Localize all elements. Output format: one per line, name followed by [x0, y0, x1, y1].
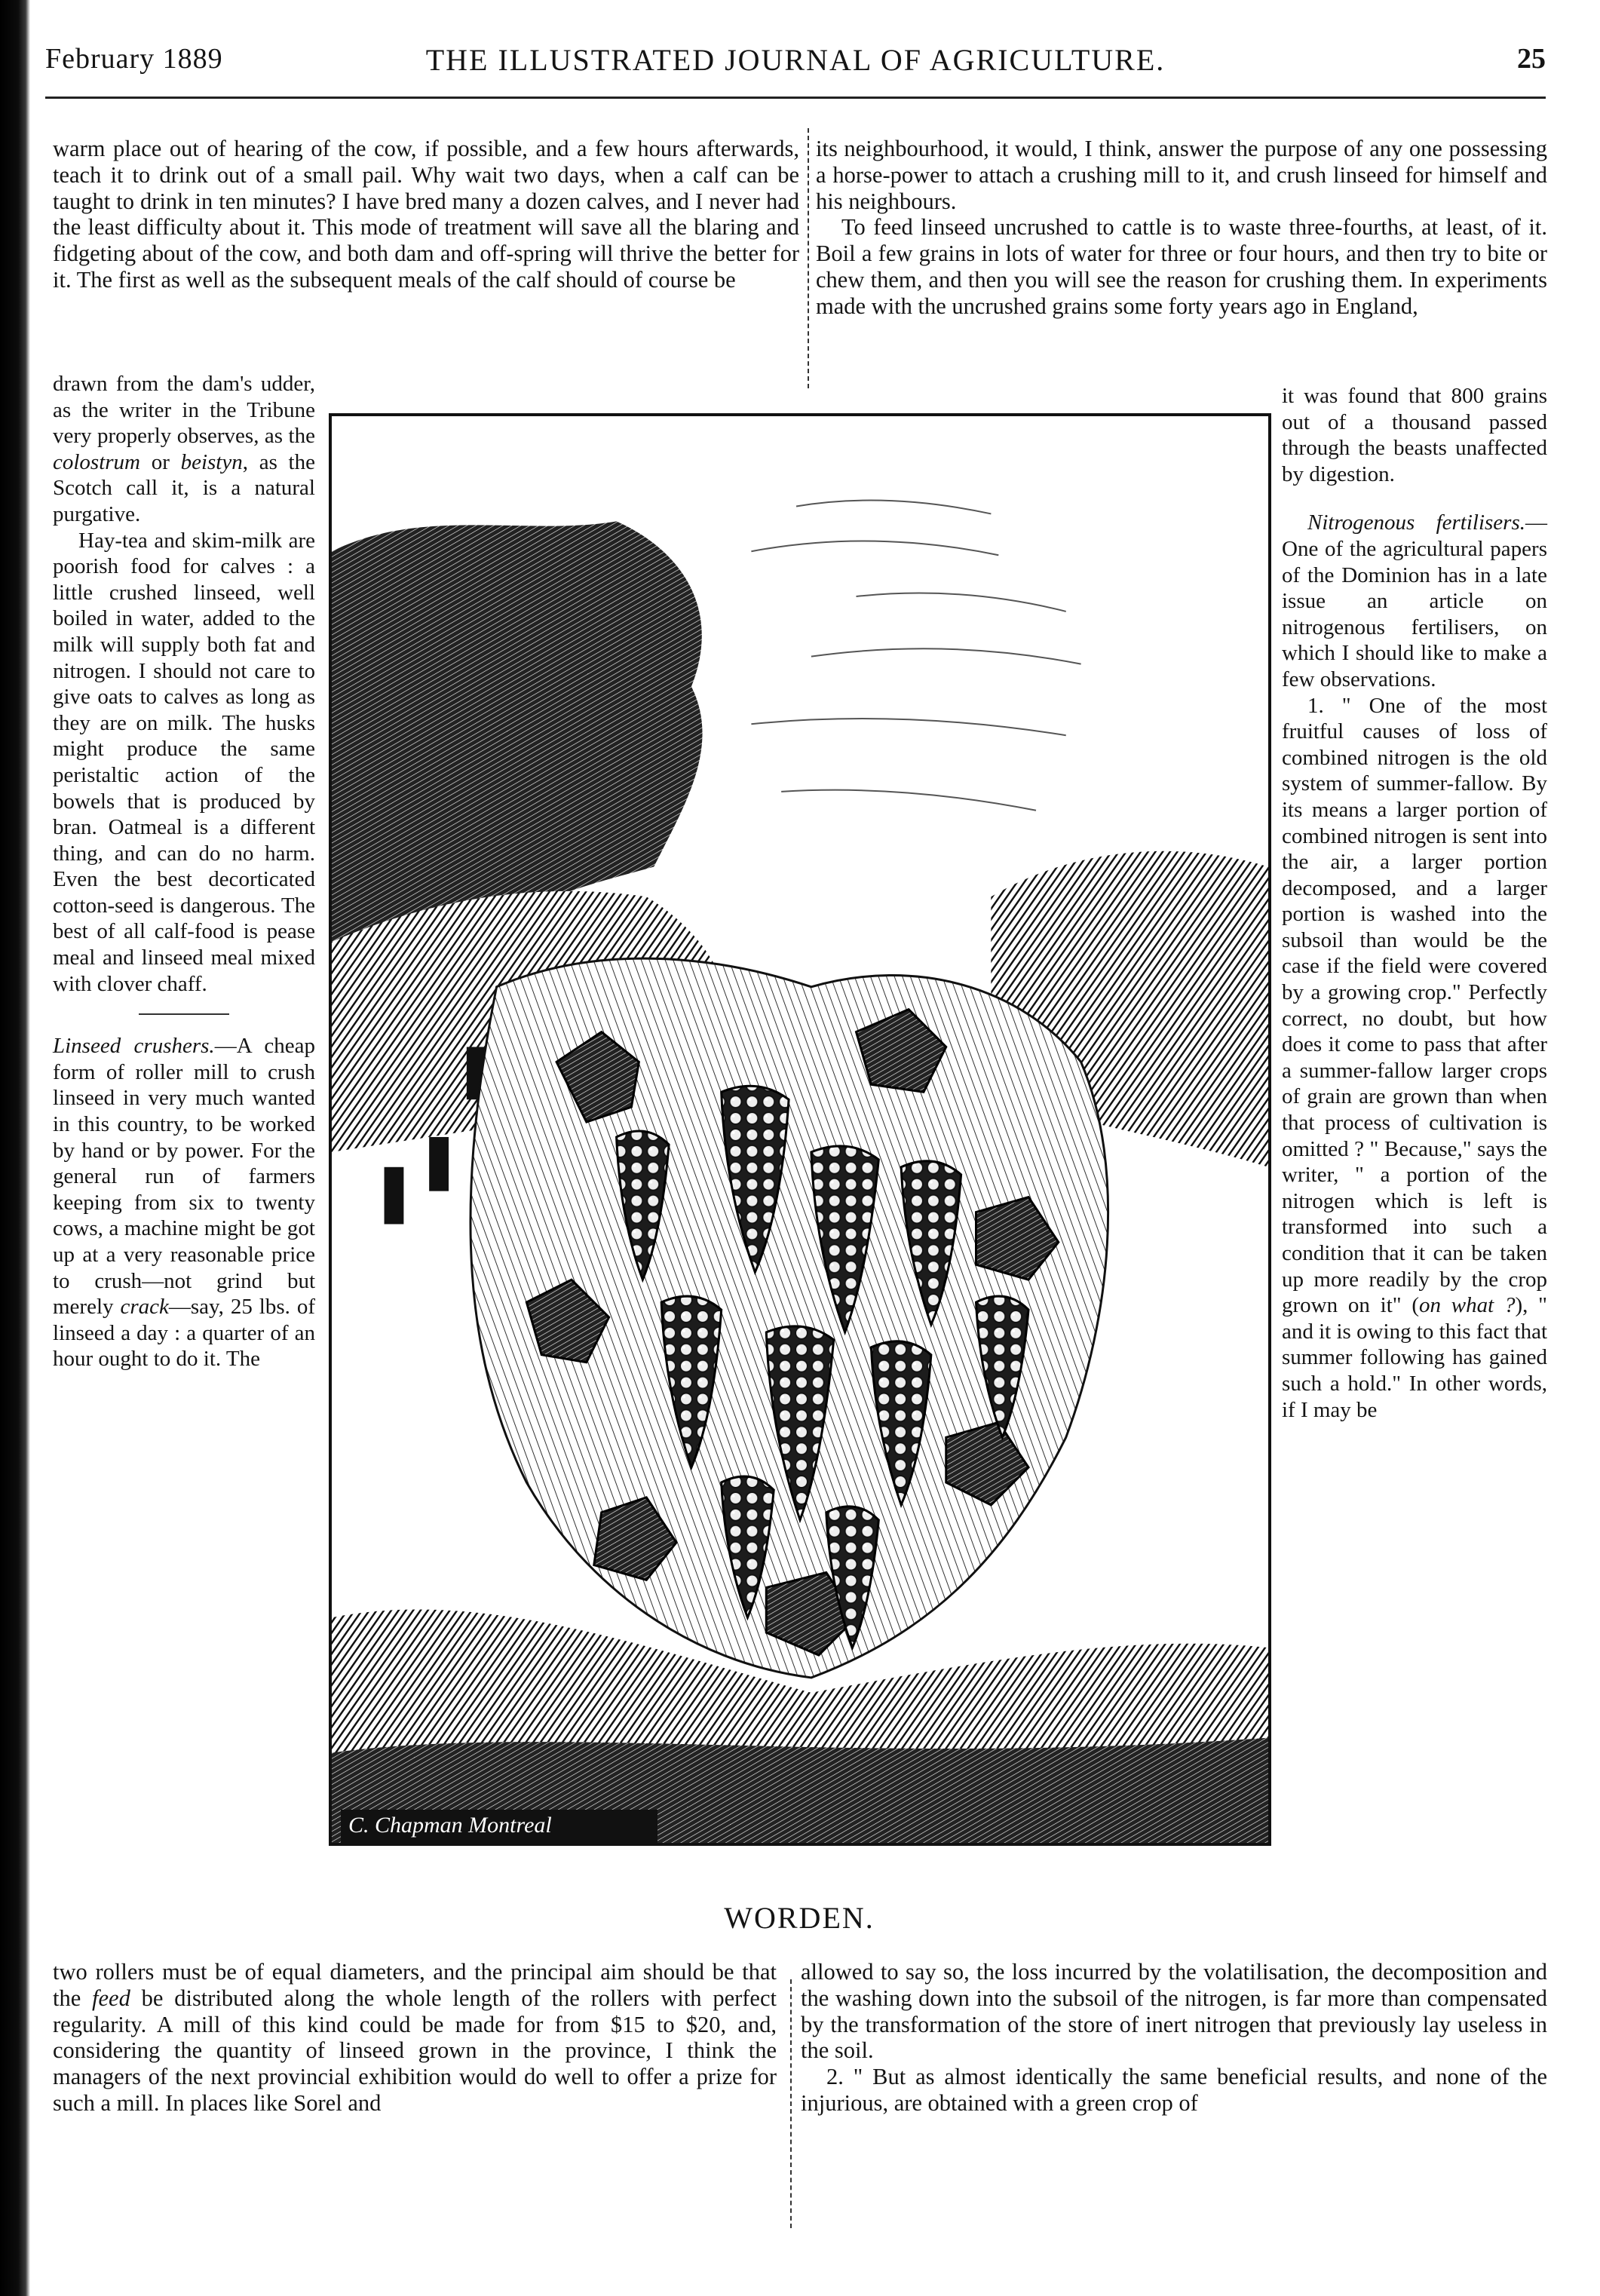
paragraph: To feed linseed uncrushed to cattle is to waste three-fourths, at least, of it. Boil a few grains in lots of water for three or four hours, and then try to bite or chew them, and then you will see the reason for crushing them. In experiments made with the uncrushed grains some forty years ago in England, — [816, 214, 1547, 319]
section-divider — [139, 1013, 229, 1015]
right-narrow-column — [1282, 383, 1547, 1423]
italic-term: crack — [120, 1295, 169, 1320]
text-run: be distributed along the whole length of the rollers with perfect regularity. A mill of this kind could be made for from $15 to $20, and, considering the quantity of linseed grown in the province, I think the managers of the next provincial exhibition would do well to offer a prize for such a mill. In places like Sorel and — [53, 1985, 777, 2116]
paragraph: allowed to say so, the loss incurred by the volatilisation, the decomposition and the washing down into the subsoil of the nitrogen, is far more than compensated by the transformation of the store of inert nitrogen that previously lay useless in the soil. — [801, 1959, 1547, 2064]
text-run: —say, 25 lbs. of linseed a day : a quarter of an hour ought to do it. The — [53, 1295, 315, 1372]
paragraph: Hay-tea and skim-milk are poorish food for calves : a little crushed linseed, well boiled in water, added to the milk will supply both fat and nitrogen. I should not care to give oats to calves as long as they are on milk. The husks might produce the same peristaltic action of the bowels that is produced by bran. Oatmeal is a different thing, and can do no harm. Even the best decorticated cotton-seed is dangerous. The best of all calf-food is pease meal and linseed meal mixed with clover chaff. — [53, 528, 315, 996]
grape-vine-illustration — [332, 416, 1268, 1843]
section-heading-linseed: Linseed crushers. — [53, 1034, 215, 1059]
section-heading-nitrogenous: Nitrogenous fertilisers. — [1307, 510, 1525, 535]
page-number: 25 — [1517, 43, 1546, 75]
journal-title: THE ILLUSTRATED JOURNAL OF AGRICULTURE. — [425, 43, 1166, 77]
paragraph — [53, 1959, 777, 2117]
text-run: two rollers must be of equal diameters, and the principal aim should be that the — [53, 1959, 777, 2011]
text-run: —A cheap form of roller mill to crush linseed in very much wanted in this country, to be worked by hand or by power. For the general run of farmers keeping from six to twenty cows, a machine might be got up at a very reasonable price to crush—not grind but merely — [53, 1034, 315, 1320]
italic-term: colostrum — [53, 449, 140, 474]
column-separator-bottom — [790, 1979, 792, 2228]
paragraph: warm place out of hearing of the cow, if possible, and a few hours afterwards, teach it to drink out of a small pail. Why wait two days, when a calf can be taught to drink in ten minutes? I have bred many a dozen calves, and I never had the least difficulty about it. This mode of treatment will save all the blaring and fidgeting about of the cow, and both dam and off-spring will thrive the better for it. The first as well as the subsequent meals of the calf should of course be — [53, 136, 799, 293]
left-column-top — [53, 136, 799, 293]
text-run: or — [140, 449, 181, 474]
paragraph — [1282, 510, 1547, 692]
text-run: , as the Scotch call it, is a natural purgative. — [53, 449, 315, 526]
right-column-bottom — [801, 1959, 1547, 2117]
paragraph: its neighbourhood, it would, I think, answer the purpose of any one possessing a horse-power to attach a crushing mill to it, and crush linseed for himself and his neighbours. — [816, 136, 1547, 214]
italic-term: beistyn — [180, 449, 243, 474]
paragraph: it was found that 800 grains out of a thousand passed through the beasts unaffected by digestion. — [1282, 384, 1547, 486]
text-run: —One of the agricultural papers of the Dominion has in a late issue an article on nitrogenous fertilisers, on which I should like to make a few observations. — [1282, 510, 1547, 691]
paragraph — [53, 1033, 315, 1372]
right-column-top — [816, 136, 1547, 320]
header-date: February 1889 — [45, 43, 223, 75]
italic-term: feed — [92, 1985, 130, 2011]
engraver-signature: C. Chapman Montreal — [341, 1810, 657, 1843]
text-run: ), " and it is owing to this fact that summer following has gained such a hold." In other words, if I may be — [1282, 1293, 1548, 1422]
text-run: 1. " One of the most fruitful causes of loss of combined nitrogen is the old system of summer-fallow. By its means a larger portion of combined nitrogen is sent into the air, a larger portion decomposed, and a larger portion is washed into the subsoil than would be the case if the field were covered by a growing crop." Perfectly correct, no doubt, but how does it come to pass that after a summer-fallow larger crops of grain are grown than when that process of cultivation is omitted ? " Because," says the writer, " a portion of the nitrogen which is left is transformed into such a condition that it can be taken up more readily by the crop grown on it" ( — [1282, 693, 1547, 1318]
paragraph — [53, 371, 315, 528]
left-column-bottom — [53, 1959, 777, 2117]
paragraph — [1282, 693, 1547, 1424]
text-run: drawn from the dam's udder, as the writer in the Tribune very properly observes, as the — [53, 372, 315, 449]
column-separator-top — [808, 128, 809, 388]
left-narrow-column — [53, 371, 315, 1372]
running-header — [45, 42, 1546, 87]
header-rule — [45, 97, 1546, 99]
paragraph: 2. " But as almost identically the same beneficial results, and none of the injurious, are obtained with a green crop of — [801, 2064, 1547, 2116]
figure-caption: WORDEN. — [724, 1901, 875, 1935]
page-spine-shadow — [0, 0, 30, 2296]
italic-term: on what ? — [1419, 1293, 1516, 1318]
worden-grape-engraving — [329, 413, 1271, 1846]
